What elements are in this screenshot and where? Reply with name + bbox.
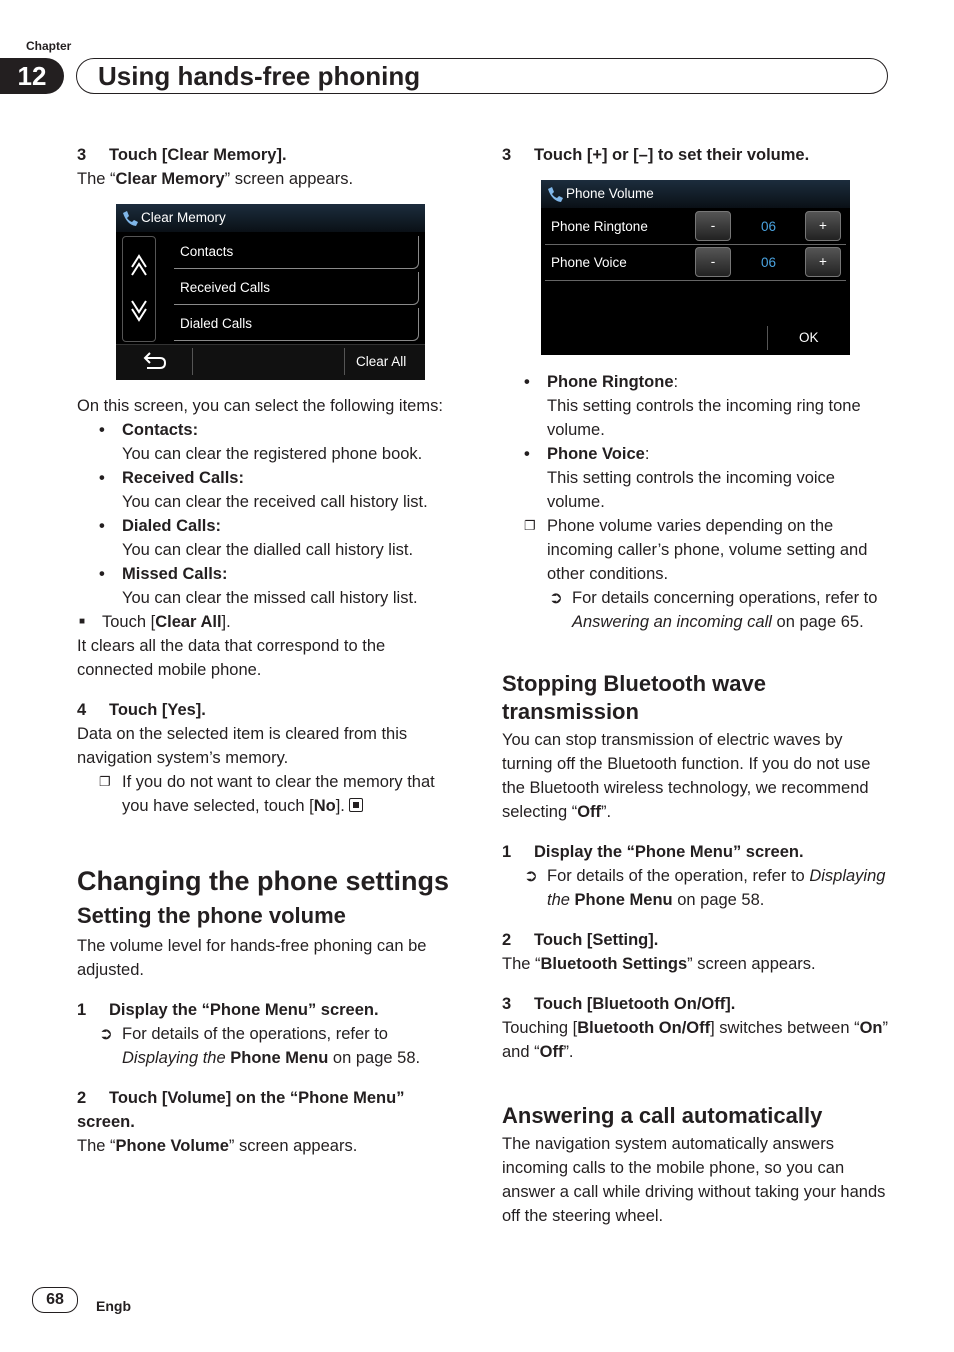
auto-description: The navigation system automatically answers incoming calls to the mobile phone, so you can answer a call while driving without taking your hands off the steering wheel. [502, 1135, 886, 1225]
page-title: Using hands-free phoning [98, 61, 421, 91]
step-heading: 1 Display the “Phone Menu” screen. [77, 1001, 379, 1019]
screen-title: Clear Memory [141, 210, 226, 225]
phone-volume-screenshot [541, 180, 850, 355]
subsection-title: Answering a call automatically [502, 1103, 823, 1128]
contacts-item[interactable]: Contacts [174, 236, 419, 269]
note-text: ❐ If you do not want to clear the memory that you have selected, touch [No]. [77, 770, 462, 818]
bullet-description: This setting controls the incoming ring tone volume. [547, 397, 861, 439]
footer-divider [767, 326, 768, 350]
step-heading: 2 Touch [Volume] on the “Phone Menu” screen. [77, 1089, 405, 1131]
step-description: The “Phone Volume” screen appears. [77, 1137, 358, 1155]
subsection-title: Setting the phone volume [77, 903, 346, 928]
chapter-label: Chapter [26, 39, 72, 53]
step-description: The “Clear Memory” screen appears. [77, 170, 354, 188]
phone-menu-icon [546, 185, 564, 203]
step-heading: 1 Display the “Phone Menu” screen. [502, 843, 804, 861]
voice-label: Phone Voice [551, 255, 627, 270]
step-heading: 3 Touch [Bluetooth On/Off]. [502, 995, 736, 1013]
right-column [502, 143, 892, 167]
step-description: The “Bluetooth Settings” screen appears. [502, 955, 816, 973]
bullet-label: • Phone Voice: [502, 442, 892, 466]
voice-minus-button[interactable]: - [695, 247, 731, 277]
step-heading: 3 Touch [Clear Memory]. [77, 146, 287, 164]
ringtone-row [545, 210, 846, 245]
step-heading: 3 Touch [+] or [–] to set their volume. [502, 146, 810, 164]
bullet-label: • Phone Ringtone: [502, 370, 892, 394]
ringtone-plus-button[interactable]: + [805, 211, 841, 241]
bullet-label: • Missed Calls: [77, 562, 462, 586]
intro-text: On this screen, you can select the following items: [77, 397, 443, 415]
reference-text: ➲ For details concerning operations, refer to Answering an incoming call on page 65. [502, 586, 892, 634]
ringtone-label: Phone Ringtone [551, 219, 648, 234]
screen-title: Phone Volume [566, 186, 654, 201]
language-code: Engb [96, 1298, 131, 1314]
reference-text: ➲ For details of the operations, refer to Displaying the Phone Menu on page 58. [77, 1022, 462, 1070]
clears-text: It clears all the data that correspond to the connected mobile phone. [77, 637, 386, 679]
ringtone-minus-button[interactable]: - [695, 211, 731, 241]
back-icon[interactable] [142, 350, 168, 372]
phone-menu-icon [121, 209, 139, 227]
volume-intro: The volume level for hands-free phoning can be adjusted. [77, 937, 427, 979]
reference-text: ➲ For details of the operation, refer to Displaying the Phone Menu on page 58. [502, 864, 892, 912]
step-description: Data on the selected item is cleared from this navigation system’s memory. [77, 725, 408, 767]
bullet-description: You can clear the received call history list. [122, 493, 428, 511]
footer-divider [192, 348, 193, 375]
chapter-number: 12 [0, 58, 64, 94]
right-column-body [502, 370, 892, 1228]
screen-header [541, 180, 850, 208]
screen-header [116, 204, 425, 232]
scroll-column [122, 236, 156, 342]
subsection-title: Stopping Bluetooth wave transmission [502, 671, 766, 724]
voice-row [545, 246, 846, 281]
bullet-label: • Received Calls: [77, 466, 462, 490]
clear-all-button[interactable]: Clear All [356, 354, 407, 369]
step-heading: 4 Touch [Yes]. [77, 701, 206, 719]
left-column [77, 143, 462, 191]
clear-memory-screenshot [116, 204, 425, 379]
ringtone-value: 06 [761, 219, 777, 234]
bullet-description: You can clear the missed call history list. [122, 589, 418, 607]
bullet-label: • Dialed Calls: [77, 514, 462, 538]
voice-plus-button[interactable]: + [805, 247, 841, 277]
dialed-calls-item[interactable]: Dialed Calls [174, 308, 419, 341]
scroll-down-icon[interactable] [129, 299, 149, 325]
ok-button[interactable]: OK [799, 330, 819, 345]
bullet-description: This setting controls the incoming voice volume. [547, 469, 835, 511]
note-text: ❐ Phone volume varies depending on the incoming caller’s phone, volume setting and other conditions. [502, 514, 892, 586]
bullet-description: You can clear the registered phone book. [122, 445, 423, 463]
section-title: Changing the phone settings [77, 866, 449, 896]
scroll-up-icon[interactable] [129, 251, 149, 277]
step-heading: 2 Touch [Setting]. [502, 931, 659, 949]
touch-instruction: ■ Touch [Clear All]. [77, 610, 462, 634]
footer-divider [344, 348, 345, 375]
bt-intro: You can stop transmission of electric waves by turning off the Bluetooth function. If you do not use the Bluetooth wireless technology, we recommend selecting “Off”. [502, 731, 871, 821]
left-column-body [77, 394, 462, 1158]
step-description: Touching [Bluetooth On/Off] switches between “On” and “Off”. [502, 1019, 889, 1061]
page-number: 68 [32, 1287, 78, 1313]
end-mark-icon [349, 798, 363, 812]
bullet-label: • Contacts: [77, 418, 462, 442]
voice-value: 06 [761, 255, 777, 270]
bullet-description: You can clear the dialled call history list. [122, 541, 414, 559]
received-calls-item[interactable]: Received Calls [174, 272, 419, 305]
